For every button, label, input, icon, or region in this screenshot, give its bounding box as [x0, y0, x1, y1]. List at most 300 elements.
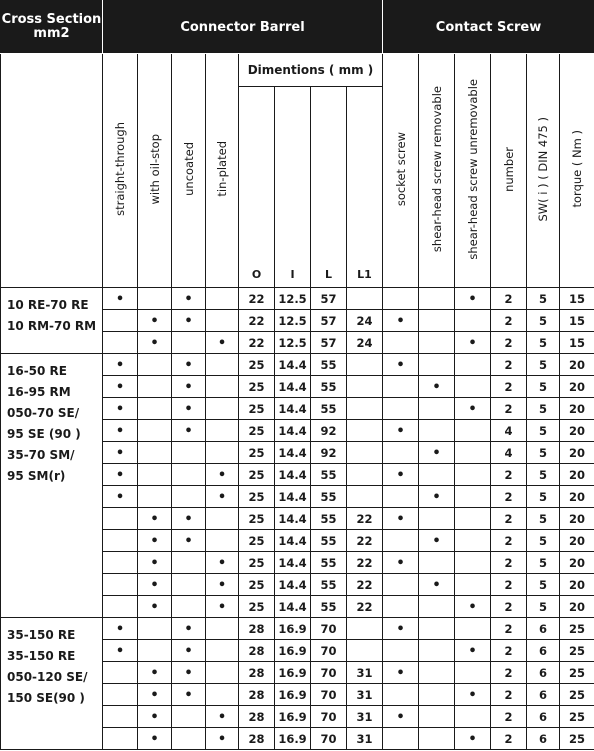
value-cell: 5 — [527, 530, 560, 552]
dot-marker: • — [184, 621, 193, 637]
value-cell: 2 — [491, 618, 527, 640]
col-socket-screw-label: socket screw — [393, 131, 408, 207]
value-cell: 12.5 — [275, 332, 311, 354]
dot-cell — [103, 288, 138, 310]
dot-marker: • — [150, 577, 159, 593]
value-cell: 2 — [491, 530, 527, 552]
value-cell: 25 — [560, 662, 594, 684]
empty-cell — [419, 662, 455, 684]
dot-marker: • — [150, 599, 159, 615]
empty-cell — [419, 398, 455, 420]
value-cell: 25 — [239, 464, 275, 486]
value-cell — [347, 288, 383, 310]
value-cell: 5 — [527, 332, 560, 354]
value-cell: 14.4 — [275, 398, 311, 420]
empty-cell — [103, 706, 138, 728]
value-cell: 5 — [527, 398, 560, 420]
value-cell: 70 — [311, 662, 347, 684]
dot-marker: • — [468, 599, 477, 615]
value-cell: 4 — [491, 420, 527, 442]
dot-cell — [206, 464, 239, 486]
dot-marker: • — [432, 533, 441, 549]
value-cell: 16.9 — [275, 662, 311, 684]
cross-section-cell — [1, 354, 103, 618]
value-cell: 15 — [560, 288, 594, 310]
empty-cell — [138, 354, 172, 376]
empty-cell — [206, 354, 239, 376]
value-cell: 20 — [560, 398, 594, 420]
dot-cell — [206, 596, 239, 618]
dot-cell — [138, 662, 172, 684]
dot-cell — [172, 508, 206, 530]
dot-cell — [103, 640, 138, 662]
empty-cell — [172, 464, 206, 486]
value-cell: 20 — [560, 354, 594, 376]
empty-cell — [383, 728, 419, 750]
dot-marker: • — [217, 489, 227, 505]
dot-marker: • — [115, 621, 125, 637]
dot-cell — [172, 530, 206, 552]
dot-marker: • — [115, 291, 125, 307]
value-cell: 55 — [311, 464, 347, 486]
dot-cell — [419, 442, 455, 464]
dot-marker: • — [115, 401, 125, 417]
value-cell: 14.4 — [275, 354, 311, 376]
connector-barrel-header: Connector Barrel — [103, 1, 383, 54]
dot-cell — [172, 398, 206, 420]
cross-section-name: 10 RM-70 RM — [7, 319, 97, 333]
value-cell: 22 — [347, 596, 383, 618]
empty-cell — [172, 552, 206, 574]
dot-cell — [206, 728, 239, 750]
value-cell: 24 — [347, 332, 383, 354]
value-cell: 57 — [311, 310, 347, 332]
value-cell: 25 — [239, 420, 275, 442]
dot-marker: • — [184, 687, 193, 703]
dot-marker: • — [115, 467, 125, 483]
value-cell: 70 — [311, 706, 347, 728]
header-row — [1, 1, 594, 54]
dot-marker: • — [396, 555, 405, 571]
value-cell: 25 — [560, 640, 594, 662]
dot-marker: • — [115, 379, 125, 395]
col-tin-plated-label: tin-plated — [215, 141, 229, 197]
cross-section-name: 10 RE-70 RE — [7, 298, 89, 312]
value-cell: 22 — [239, 332, 275, 354]
cross-section-name: 35-150 RE — [7, 628, 76, 642]
dot-marker: • — [468, 731, 477, 747]
dot-marker: • — [150, 665, 159, 681]
value-cell: 20 — [560, 464, 594, 486]
dot-cell — [455, 596, 491, 618]
empty-cell — [383, 574, 419, 596]
empty-cell — [172, 706, 206, 728]
cross-section-name: 050-120 SE/ — [7, 670, 88, 684]
value-cell: 14.4 — [275, 552, 311, 574]
value-cell — [347, 464, 383, 486]
dot-marker: • — [217, 335, 227, 351]
value-cell: 31 — [347, 684, 383, 706]
dot-marker: • — [396, 665, 405, 681]
dot-marker: • — [396, 709, 405, 725]
dot-cell — [103, 486, 138, 508]
value-cell: 16.9 — [275, 706, 311, 728]
dot-marker: • — [217, 709, 227, 725]
dot-marker: • — [468, 643, 477, 659]
empty-cell — [103, 684, 138, 706]
value-cell: 15 — [560, 310, 594, 332]
dot-marker: • — [115, 423, 125, 439]
value-cell: 92 — [311, 442, 347, 464]
dot-marker: • — [115, 489, 125, 505]
empty-cell — [455, 420, 491, 442]
empty-cell — [103, 310, 138, 332]
value-cell: 25 — [239, 376, 275, 398]
value-cell: 55 — [311, 574, 347, 596]
value-cell: 5 — [527, 376, 560, 398]
value-cell: 57 — [311, 288, 347, 310]
cross-section-name: 95 SE (90 ) — [7, 427, 81, 441]
dot-marker: • — [184, 313, 193, 329]
empty-cell — [206, 398, 239, 420]
value-cell: 25 — [239, 354, 275, 376]
dot-cell — [172, 420, 206, 442]
value-cell: 25 — [560, 728, 594, 750]
dot-cell — [383, 618, 419, 640]
dot-cell — [138, 596, 172, 618]
spec-body — [1, 288, 594, 750]
empty-cell — [206, 640, 239, 662]
empty-cell — [103, 530, 138, 552]
value-cell: 25 — [560, 706, 594, 728]
value-cell — [347, 420, 383, 442]
dot-marker: • — [396, 313, 405, 329]
dot-cell — [103, 376, 138, 398]
dot-marker: • — [150, 709, 159, 725]
dot-marker: • — [217, 577, 227, 593]
dot-marker: • — [396, 467, 405, 483]
dot-marker: • — [217, 555, 227, 571]
empty-cell — [172, 596, 206, 618]
cross-section-header-line-2: mm2 — [33, 26, 70, 41]
value-cell: 20 — [560, 442, 594, 464]
value-cell: 5 — [527, 310, 560, 332]
cross-section-name: 16-95 RM — [7, 385, 71, 399]
value-cell: 5 — [527, 442, 560, 464]
value-cell: 2 — [491, 552, 527, 574]
col-torque-label: torque ( Nm ) — [570, 130, 585, 208]
value-cell: 22 — [239, 310, 275, 332]
empty-cell — [172, 332, 206, 354]
col-dim-i-label: I — [290, 268, 295, 281]
value-cell: 14.4 — [275, 464, 311, 486]
cross-section-label-cell — [1, 54, 103, 288]
empty-cell — [206, 662, 239, 684]
empty-cell — [172, 486, 206, 508]
value-cell: 25 — [560, 618, 594, 640]
col-dim-o-label: O — [251, 268, 262, 281]
value-cell: 2 — [491, 640, 527, 662]
dot-cell — [138, 574, 172, 596]
dot-cell — [172, 662, 206, 684]
value-cell: 25 — [560, 684, 594, 706]
empty-cell — [103, 574, 138, 596]
dot-cell — [206, 574, 239, 596]
value-cell: 25 — [239, 486, 275, 508]
dot-cell — [383, 706, 419, 728]
empty-cell — [419, 728, 455, 750]
dot-cell — [383, 552, 419, 574]
value-cell: 24 — [347, 310, 383, 332]
dot-marker: • — [184, 291, 193, 307]
value-cell: 14.4 — [275, 420, 311, 442]
value-cell: 57 — [311, 332, 347, 354]
value-cell: 14.4 — [275, 376, 311, 398]
dot-cell — [206, 706, 239, 728]
dot-marker: • — [150, 555, 159, 571]
empty-cell — [383, 640, 419, 662]
dot-marker: • — [184, 665, 193, 681]
dot-cell — [383, 310, 419, 332]
value-cell: 20 — [560, 530, 594, 552]
value-cell: 14.4 — [275, 442, 311, 464]
value-cell — [347, 618, 383, 640]
empty-cell — [383, 442, 419, 464]
empty-cell — [103, 596, 138, 618]
dimensions-header: Dimentions ( mm ) — [239, 54, 383, 87]
value-cell: 25 — [239, 596, 275, 618]
value-cell: 55 — [311, 508, 347, 530]
value-cell: 31 — [347, 706, 383, 728]
value-cell: 28 — [239, 662, 275, 684]
value-cell: 2 — [491, 728, 527, 750]
empty-cell — [455, 354, 491, 376]
empty-cell — [455, 486, 491, 508]
empty-cell — [419, 332, 455, 354]
empty-cell — [138, 618, 172, 640]
dot-cell — [103, 398, 138, 420]
empty-cell — [419, 420, 455, 442]
dot-marker: • — [150, 511, 159, 527]
dot-marker: • — [396, 357, 405, 373]
cross-section-cell — [1, 618, 103, 750]
cross-section-name: 35-150 RE — [7, 649, 76, 663]
dot-cell — [455, 684, 491, 706]
dot-cell — [138, 706, 172, 728]
dot-marker: • — [468, 335, 477, 351]
value-cell: 12.5 — [275, 310, 311, 332]
value-cell: 70 — [311, 640, 347, 662]
dot-cell — [138, 332, 172, 354]
table-row — [1, 618, 594, 640]
dot-cell — [419, 376, 455, 398]
dot-cell — [138, 530, 172, 552]
value-cell: 25 — [239, 398, 275, 420]
dot-marker: • — [432, 577, 441, 593]
col-shear-removable — [419, 54, 455, 288]
value-cell — [347, 640, 383, 662]
value-cell: 25 — [239, 508, 275, 530]
cross-section-name: 35-70 SM/ — [7, 448, 75, 462]
dot-cell — [138, 728, 172, 750]
cross-section-name: 050-70 SE/ — [7, 406, 80, 420]
col-uncoated — [172, 54, 206, 288]
value-cell: 5 — [527, 464, 560, 486]
value-cell: 6 — [527, 706, 560, 728]
empty-cell — [383, 530, 419, 552]
col-dim-l1 — [347, 87, 383, 288]
dot-cell — [138, 552, 172, 574]
value-cell: 6 — [527, 684, 560, 706]
value-cell: 4 — [491, 442, 527, 464]
dot-cell — [138, 508, 172, 530]
value-cell: 20 — [560, 552, 594, 574]
value-cell: 2 — [491, 662, 527, 684]
value-cell: 6 — [527, 662, 560, 684]
value-cell: 6 — [527, 618, 560, 640]
dot-marker: • — [184, 379, 193, 395]
value-cell: 16.9 — [275, 728, 311, 750]
empty-cell — [206, 288, 239, 310]
dot-cell — [455, 288, 491, 310]
value-cell: 2 — [491, 398, 527, 420]
value-cell: 2 — [491, 310, 527, 332]
col-dim-i — [275, 87, 311, 288]
value-cell: 14.4 — [275, 486, 311, 508]
col-number — [491, 54, 527, 288]
value-cell: 5 — [527, 288, 560, 310]
value-cell — [347, 442, 383, 464]
col-straight-through — [103, 54, 138, 288]
value-cell: 2 — [491, 288, 527, 310]
empty-cell — [455, 310, 491, 332]
dot-marker: • — [184, 423, 193, 439]
col-with-oil-stop — [138, 54, 172, 288]
value-cell: 25 — [239, 574, 275, 596]
empty-cell — [138, 288, 172, 310]
dot-cell — [172, 640, 206, 662]
value-cell: 2 — [491, 596, 527, 618]
empty-cell — [138, 398, 172, 420]
value-cell: 55 — [311, 398, 347, 420]
col-dim-l1-label: L1 — [357, 268, 372, 281]
dot-cell — [206, 486, 239, 508]
dot-marker: • — [184, 401, 193, 417]
empty-cell — [455, 464, 491, 486]
dot-marker: • — [150, 731, 159, 747]
value-cell: 20 — [560, 596, 594, 618]
dot-marker: • — [217, 599, 227, 615]
empty-cell — [455, 508, 491, 530]
value-cell: 5 — [527, 552, 560, 574]
value-cell: 2 — [491, 508, 527, 530]
empty-cell — [206, 420, 239, 442]
empty-cell — [138, 486, 172, 508]
value-cell: 28 — [239, 618, 275, 640]
empty-cell — [172, 442, 206, 464]
value-cell: 55 — [311, 486, 347, 508]
cross-section-cell — [1, 288, 103, 354]
empty-cell — [206, 310, 239, 332]
value-cell: 22 — [347, 508, 383, 530]
empty-cell — [419, 310, 455, 332]
empty-cell — [455, 706, 491, 728]
value-cell: 25 — [239, 552, 275, 574]
value-cell: 28 — [239, 640, 275, 662]
empty-cell — [206, 376, 239, 398]
dot-marker: • — [184, 511, 193, 527]
dot-cell — [138, 310, 172, 332]
value-cell: 20 — [560, 508, 594, 530]
cross-section-header-line-1: Cross Section — [1, 12, 102, 27]
value-cell: 31 — [347, 728, 383, 750]
empty-cell — [455, 618, 491, 640]
empty-cell — [103, 552, 138, 574]
dot-marker: • — [115, 445, 125, 461]
value-cell: 6 — [527, 728, 560, 750]
empty-cell — [419, 464, 455, 486]
empty-cell — [419, 706, 455, 728]
dot-cell — [172, 354, 206, 376]
value-cell: 2 — [491, 332, 527, 354]
col-sw — [527, 54, 560, 288]
col-shear-removable-label: shear-head screw removable — [429, 85, 444, 253]
empty-cell — [138, 376, 172, 398]
table-row — [1, 354, 594, 376]
dot-cell — [383, 420, 419, 442]
value-cell: 55 — [311, 376, 347, 398]
dot-cell — [103, 354, 138, 376]
empty-cell — [206, 508, 239, 530]
empty-cell — [455, 530, 491, 552]
dot-marker: • — [396, 621, 405, 637]
value-cell: 6 — [527, 640, 560, 662]
empty-cell — [138, 640, 172, 662]
value-cell: 20 — [560, 574, 594, 596]
value-cell: 22 — [239, 288, 275, 310]
value-cell: 22 — [347, 530, 383, 552]
value-cell: 2 — [491, 376, 527, 398]
col-number-label: number — [501, 146, 516, 192]
dot-cell — [206, 552, 239, 574]
value-cell — [347, 486, 383, 508]
dot-marker: • — [184, 643, 193, 659]
empty-cell — [383, 684, 419, 706]
empty-cell — [419, 508, 455, 530]
contact-screw-header: Contact Screw — [383, 1, 594, 54]
value-cell: 28 — [239, 706, 275, 728]
value-cell: 28 — [239, 728, 275, 750]
empty-cell — [419, 288, 455, 310]
value-cell: 14.4 — [275, 508, 311, 530]
col-dim-o — [239, 87, 275, 288]
empty-cell — [172, 574, 206, 596]
dot-marker: • — [184, 357, 193, 373]
value-cell — [347, 376, 383, 398]
empty-cell — [138, 464, 172, 486]
empty-cell — [419, 596, 455, 618]
value-cell: 55 — [311, 354, 347, 376]
value-cell: 22 — [347, 552, 383, 574]
col-shear-unremovable — [455, 54, 491, 288]
dot-cell — [103, 442, 138, 464]
dot-cell — [383, 508, 419, 530]
empty-cell — [383, 596, 419, 618]
dot-cell — [103, 464, 138, 486]
dot-cell — [138, 684, 172, 706]
dot-marker: • — [150, 335, 159, 351]
col-with-oil-stop-label: with oil-stop — [147, 133, 162, 205]
